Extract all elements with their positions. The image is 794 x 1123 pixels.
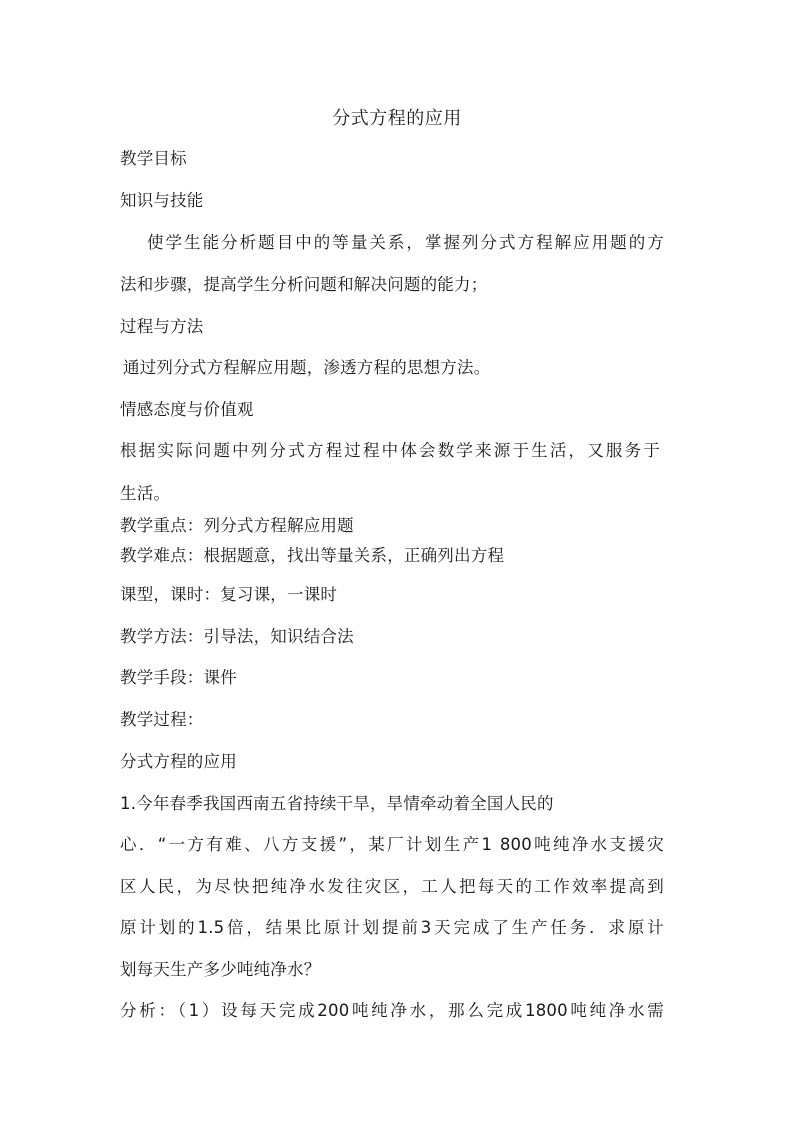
- heading-knowledge-skills: 知识与技能: [120, 191, 204, 210]
- problem-line: 划每天生产多少吨纯净水？: [120, 960, 321, 979]
- heading-teaching-goals: 教学目标: [120, 149, 187, 168]
- problem-line: 1.今年春季我国西南五省持续干旱，旱情牵动着全国人民的: [120, 794, 554, 813]
- problem-line: 心．“一方有难、八方支援”，某厂计划生产1 800吨纯净水支援灾: [120, 835, 664, 854]
- paragraph-line: 生活。: [120, 484, 171, 503]
- paragraph-line: 法和步骤，提高学生分析问题和解决问题的能力；: [120, 275, 488, 294]
- teaching-process: 教学过程：: [120, 710, 204, 729]
- section-heading: 分式方程的应用: [120, 752, 237, 771]
- heading-process-method: 过程与方法: [120, 317, 204, 336]
- problem-line: 原计划的1.5倍，结果比原计划提前3天完成了生产任务．求原计: [120, 918, 664, 937]
- paragraph-line: 使学生能分析题目中的等量关系，掌握列分式方程解应用题的方: [147, 233, 664, 252]
- problem-line: 区人民，为尽快把纯净水发往灾区，工人把每天的工作效率提高到: [120, 877, 664, 896]
- analysis-line: 分析：（1）设每天完成200吨纯净水，那么完成1800吨纯净水需: [120, 1001, 664, 1020]
- teaching-means: 教学手段：课件: [120, 668, 237, 687]
- paragraph-line: 根据实际问题中列分式方程过程中体会数学来源于生活，又服务于: [120, 441, 660, 460]
- teaching-method: 教学方法：引导法，知识结合法: [120, 627, 354, 646]
- teaching-difficulty: 教学难点：根据题意，找出等量关系，正确列出方程: [120, 546, 505, 565]
- teaching-key-point: 教学重点：列分式方程解应用题: [120, 516, 354, 535]
- heading-emotion-values: 情感态度与价值观: [120, 400, 254, 419]
- lesson-type: 课型，课时：复习课，一课时: [120, 585, 338, 604]
- paragraph-line: 通过列分式方程解应用题，渗透方程的思想方法。: [123, 358, 491, 377]
- page-title: 分式方程的应用: [332, 108, 462, 129]
